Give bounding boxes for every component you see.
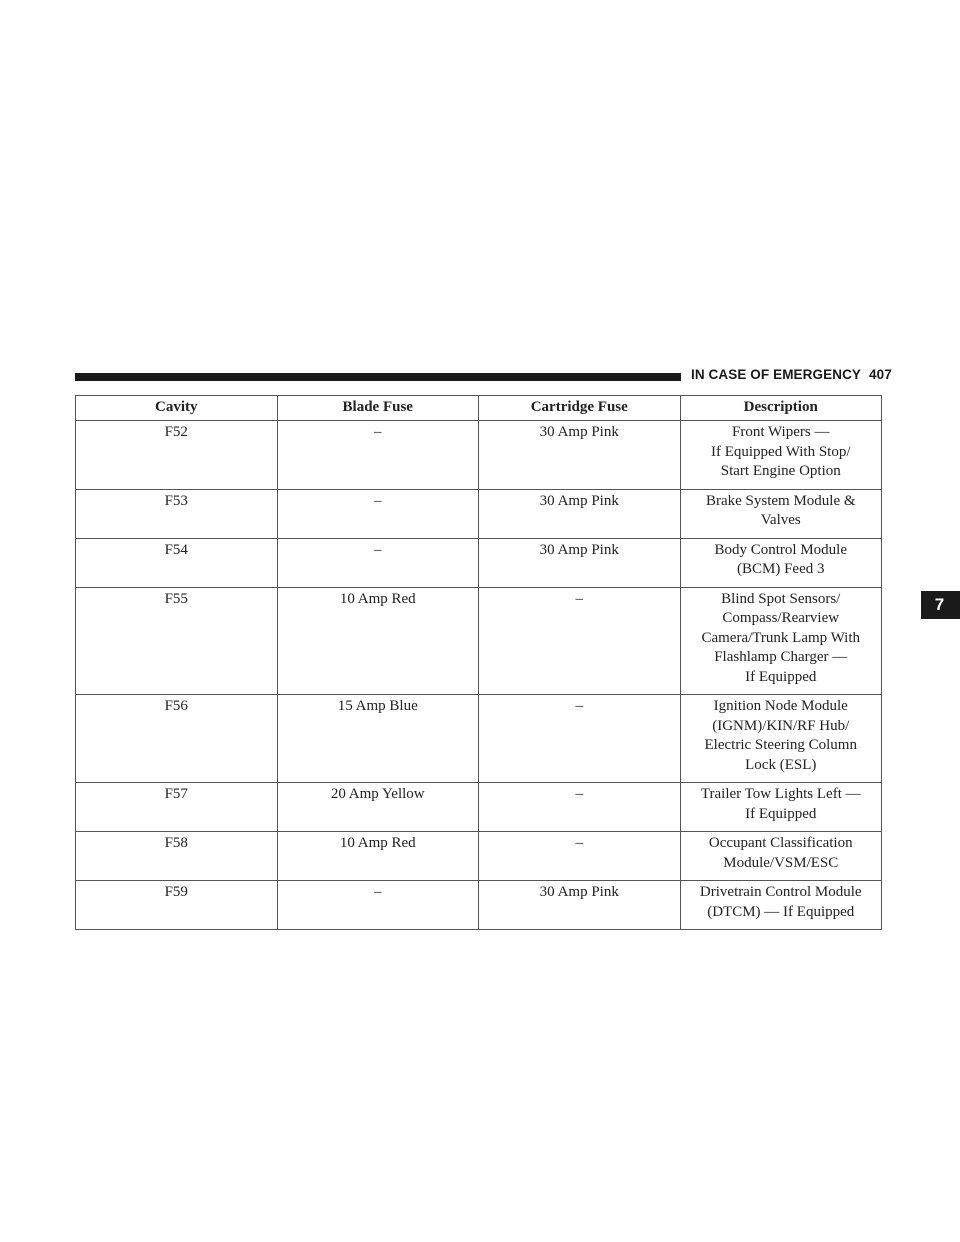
blade-fuse-cell: –: [277, 538, 479, 587]
blade-fuse-cell: 15 Amp Blue: [277, 695, 479, 783]
description-line: Occupant Classification: [708, 835, 853, 851]
description-line: (IGNM)/KIN/RF Hub/: [712, 717, 850, 734]
column-header-cartridge-fuse: Cartridge Fuse: [479, 396, 681, 421]
cavity-cell: F59: [76, 881, 278, 930]
description-cell: [680, 421, 882, 490]
blade-fuse-cell: 10 Amp Red: [277, 587, 479, 695]
cavity-cell: F57: [76, 783, 278, 832]
description-line: (DTCM) — If Equipped: [707, 903, 855, 920]
blade-fuse-cell: –: [277, 881, 479, 930]
description-line: Electric Steering Column: [704, 737, 857, 753]
table-row: [76, 881, 882, 930]
description-line: Body Control Module: [714, 541, 847, 558]
blade-fuse-cell: –: [277, 489, 479, 538]
description-line: Lock (ESL): [745, 756, 817, 773]
description-cell: [680, 538, 882, 587]
fuse-table: [75, 395, 882, 930]
blade-fuse-cell: –: [277, 421, 479, 490]
header-rule: [75, 373, 681, 381]
cartridge-fuse-cell: 30 Amp Pink: [479, 489, 681, 538]
description-line: (BCM) Feed 3: [737, 561, 825, 577]
cavity-cell: F53: [76, 489, 278, 538]
description-line: Compass/Rearview: [722, 610, 840, 626]
description-line: Flashlamp Charger —: [714, 649, 848, 665]
cartridge-fuse-cell: –: [479, 695, 681, 783]
table-row: [76, 695, 882, 783]
description-line: Front Wipers —: [732, 424, 830, 440]
description-line: If Equipped With Stop/: [710, 443, 851, 460]
cartridge-fuse-cell: 30 Amp Pink: [479, 421, 681, 490]
description-line: If Equipped: [745, 805, 817, 822]
column-header-cavity: Cavity: [76, 396, 278, 421]
description-line: Camera/Trunk Lamp With: [701, 629, 861, 646]
description-line: Trailer Tow Lights Left —: [700, 786, 861, 802]
page-number: 407: [869, 367, 892, 382]
fuse-table-body: [76, 421, 882, 930]
description-line: Start Engine Option: [720, 463, 841, 479]
cavity-cell: F58: [76, 832, 278, 881]
description-cell: [680, 489, 882, 538]
table-header-row: [76, 396, 882, 421]
cavity-cell: F56: [76, 695, 278, 783]
table-row: [76, 421, 882, 490]
cartridge-fuse-cell: –: [479, 783, 681, 832]
cartridge-fuse-cell: –: [479, 587, 681, 695]
cartridge-fuse-cell: 30 Amp Pink: [479, 538, 681, 587]
cavity-cell: F54: [76, 538, 278, 587]
description-line: If Equipped: [745, 668, 817, 685]
cartridge-fuse-cell: –: [479, 832, 681, 881]
table-row: [76, 783, 882, 832]
column-header-blade-fuse: Blade Fuse: [277, 396, 479, 421]
table-row: [76, 587, 882, 695]
table-row: [76, 538, 882, 587]
section-title: IN CASE OF EMERGENCY: [691, 367, 862, 382]
description-line: Drivetrain Control Module: [699, 884, 862, 900]
blade-fuse-cell: 20 Amp Yellow: [277, 783, 479, 832]
description-line: Valves: [760, 512, 801, 528]
cavity-cell: F52: [76, 421, 278, 490]
table-row: [76, 832, 882, 881]
description-line: Ignition Node Module: [713, 698, 848, 714]
blade-fuse-cell: 10 Amp Red: [277, 832, 479, 881]
running-header: [691, 367, 892, 387]
description-line: Brake System Module &: [705, 492, 856, 509]
description-line: Module/VSM/ESC: [723, 854, 839, 871]
description-line: Blind Spot Sensors/: [721, 590, 841, 607]
table-row: [76, 489, 882, 538]
description-cell: [680, 832, 882, 881]
cartridge-fuse-cell: 30 Amp Pink: [479, 881, 681, 930]
description-cell: [680, 881, 882, 930]
chapter-tab: 7: [921, 591, 960, 619]
cavity-cell: F55: [76, 587, 278, 695]
description-cell: [680, 695, 882, 783]
description-cell: [680, 783, 882, 832]
description-cell: [680, 587, 882, 695]
column-header-description: Description: [680, 396, 882, 421]
